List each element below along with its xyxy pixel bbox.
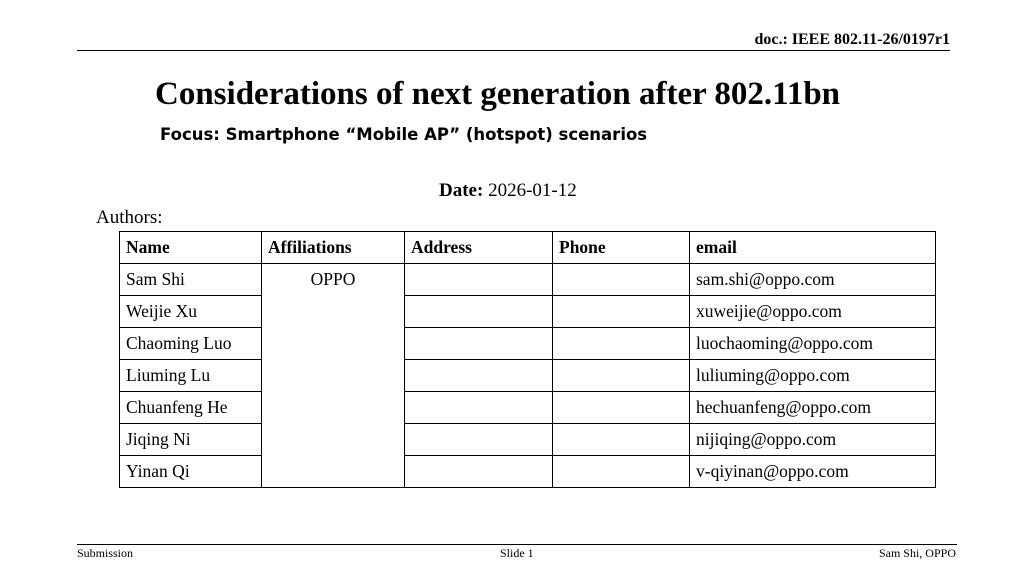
address-cell <box>405 328 553 360</box>
author-name: Sam Shi <box>120 264 262 296</box>
author-name: Weijie Xu <box>120 296 262 328</box>
address-cell <box>405 264 553 296</box>
header-email: email <box>690 232 936 264</box>
address-cell <box>405 424 553 456</box>
date-line <box>439 180 577 202</box>
slide-subtitle: Focus: Smartphone “Mobile AP” (hotspot) scenarios <box>160 125 648 144</box>
author-email: sam.shi@oppo.com <box>690 264 936 296</box>
table-row <box>120 456 936 488</box>
phone-cell <box>553 424 690 456</box>
phone-cell <box>553 456 690 488</box>
address-cell <box>405 296 553 328</box>
authors-label: Authors: <box>96 207 163 228</box>
author-name: Yinan Qi <box>120 456 262 488</box>
author-name: Chaoming Luo <box>120 328 262 360</box>
phone-cell <box>553 264 690 296</box>
author-email: luochaoming@oppo.com <box>690 328 936 360</box>
author-email: xuweijie@oppo.com <box>690 296 936 328</box>
address-cell <box>405 360 553 392</box>
table-row <box>120 360 936 392</box>
date-value: 2026-01-12 <box>488 180 577 201</box>
author-name: Chuanfeng He <box>120 392 262 424</box>
address-cell <box>405 456 553 488</box>
document-id: doc.: IEEE 802.11-26/0197r1 <box>754 31 950 48</box>
author-email: nijiqing@oppo.com <box>690 424 936 456</box>
table-row <box>120 264 936 296</box>
table-row <box>120 424 936 456</box>
header-name: Name <box>120 232 262 264</box>
footer-slide-number: Slide 1 <box>500 546 534 560</box>
date-label: Date: <box>439 180 484 201</box>
phone-cell <box>553 392 690 424</box>
footer-submission: Submission <box>77 546 134 560</box>
table-row <box>120 328 936 360</box>
author-email: hechuanfeng@oppo.com <box>690 392 936 424</box>
table-header-row <box>120 232 936 264</box>
footer-author: Sam Shi, OPPO <box>878 546 956 560</box>
header-affiliations: Affiliations <box>262 232 405 264</box>
phone-cell <box>553 360 690 392</box>
authors-table <box>119 231 936 488</box>
slide-title: Considerations of next generation after 802.11bn <box>155 76 841 112</box>
header-rule <box>77 50 950 51</box>
phone-cell <box>553 296 690 328</box>
header-address: Address <box>405 232 553 264</box>
author-email: v-qiyinan@oppo.com <box>690 456 936 488</box>
author-email: luliuming@oppo.com <box>690 360 936 392</box>
address-cell <box>405 392 553 424</box>
author-name: Jiqing Ni <box>120 424 262 456</box>
affiliation-cell: OPPO <box>262 264 405 488</box>
table-row <box>120 392 936 424</box>
header-phone: Phone <box>553 232 690 264</box>
phone-cell <box>553 328 690 360</box>
footer-rule <box>77 544 957 545</box>
table-row <box>120 296 936 328</box>
author-name: Liuming Lu <box>120 360 262 392</box>
